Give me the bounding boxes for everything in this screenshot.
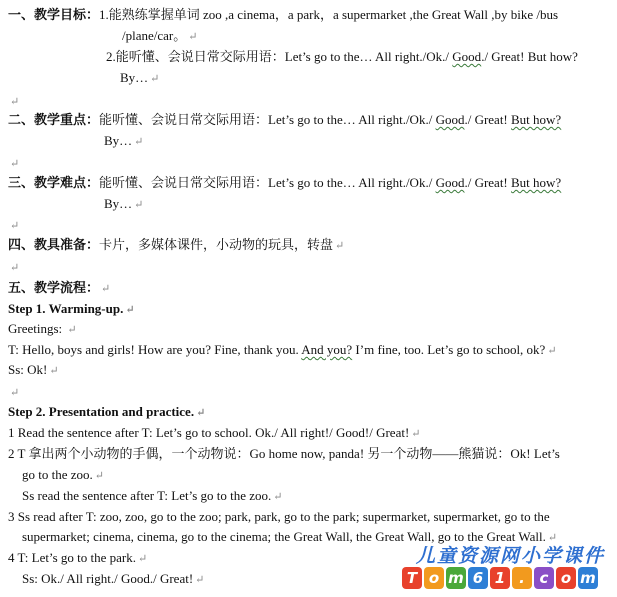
ss-ok-line [8,361,59,380]
section3-good: Good [435,175,465,190]
watermark-logo-letter: o [424,567,444,589]
watermark-logo-letter: 6 [468,567,488,589]
paragraph-mark: ↵ [273,491,283,503]
section1-item1a: 1.能熟练掌握单词 zoo ,a cinema，a park，a supermarket ,the Great Wall ,by bike /bus [99,7,559,22]
paragraph-mark: ↵ [10,220,20,232]
greetings-line [8,320,77,339]
practice-item-3a-text: 3 Ss read after T: zoo, zoo, go to the zoo; park, park, go to the park; supermarket, supermarket, go to the [8,509,550,524]
section5-heading-line [8,279,110,298]
section2-line1-pre: 能听懂、会说日常交际用语：Let’s go to the… All right./Ok./ [99,112,436,127]
practice-item-2a [8,445,560,463]
teacher-greeting-line [8,341,557,360]
paragraph-mark: ↵ [411,428,421,440]
section3-but-how: But how? [511,175,562,190]
teacher-greeting-and-you: And you? [301,342,353,357]
paragraph-mark: ↵ [547,345,557,357]
paragraph-mark: ↵ [101,283,111,295]
section1-good: Good [452,49,482,64]
section1-item2a-post: ./ Great! But how? [481,49,578,64]
watermark-logo-letter: m [578,567,598,589]
section2-line1 [8,111,561,129]
practice-item-2b-text: go to the zoo. [22,467,93,482]
section4-text: 卡片，多媒体课件，小动物的玩具，转盘 [99,237,334,252]
practice-item-1 [8,424,421,443]
teacher-greeting-post: I’m fine, too. Let’s go to school, ok? [352,342,546,357]
section3-by: By… [104,196,133,211]
practice-item-1-text: 1 Read the sentence after T: Let’s go to school. Ok./ All right!/ Good!/ Great! [8,425,410,440]
watermark-logo-letter: c [534,567,554,589]
paragraph-mark: ↵ [134,199,144,211]
practice-item-3a [8,508,550,526]
section1-item2a: 2.能听懂、会说日常交际用语：Let’s go to the… All right./Ok./ [106,49,453,64]
watermark-logo-letter: m [446,567,466,589]
practice-item-4a-text: 4 T: Let’s go to the park. [8,550,137,565]
section1-item2b: By… [120,70,149,85]
teacher-greeting-pre: T: Hello, boys and girls! How are you? Fine, thank you. [8,342,302,357]
watermark-logo-letter: 1 [490,567,510,589]
section3-line1-pre: 能听懂、会说日常交际用语：Let’s go to the… All right./Ok./ [99,175,436,190]
section5-heading: 五、教学流程： [8,280,100,295]
section1-item1b: /plane/car。 [122,28,187,43]
section2-line1-mid: ./ Great! [464,112,512,127]
practice-item-4a [8,549,147,568]
paragraph-mark: ↵ [10,158,20,170]
section2-but-how: But how? [511,112,562,127]
paragraph-mark: ↵ [94,470,104,482]
paragraph-mark: ↵ [335,240,345,252]
step1-line [8,300,135,319]
section2-heading: 二、教学重点： [8,112,100,127]
section1-heading: 一、教学目标： [8,7,100,22]
practice-item-2a-text: 2 T 拿出两个小动物的手偶，一个动物说：Go home now, panda! 另一个动物——熊猫说：Ok! Let’s [8,446,560,461]
practice-item-2b [22,466,104,485]
section1-line2 [122,27,197,46]
step2-title: Step 2. Presentation and practice. [8,404,195,419]
empty-paragraph [8,216,19,235]
empty-paragraph [8,92,19,111]
section1-line4 [120,69,159,88]
practice-item-2c-text: Ss read the sentence after T: Let’s go to the zoo. [22,488,272,503]
paragraph-mark: ↵ [547,532,558,544]
practice-item-4b [22,570,204,589]
section3-heading: 三、教学难点： [8,175,100,190]
practice-item-4b-text: Ss: Ok./ All right./ Good./ Great! [22,571,194,586]
watermark-logo [402,567,598,591]
paragraph-mark: ↵ [138,553,148,565]
section3-line1-mid: ./ Great! [464,175,512,190]
empty-paragraph [8,383,19,402]
paragraph-mark: ↵ [150,73,160,85]
paragraph-mark: ↵ [49,365,59,377]
watermark-logo-letter: o [556,567,576,589]
paragraph-mark: ↵ [10,262,20,274]
paragraph-mark: ↵ [188,31,198,43]
empty-paragraph [8,258,19,277]
section2-line2 [104,132,143,151]
paragraph-mark: ↵ [195,574,205,586]
watermark-logo-letter: . [512,567,532,589]
paragraph-mark: ↵ [134,136,144,148]
empty-paragraph [8,154,19,173]
paragraph-mark: ↵ [10,387,20,399]
section1-line3 [106,48,578,66]
paragraph-mark: ↵ [125,304,135,316]
step1-title: Step 1. Warming-up. [8,301,124,316]
watermark-title: 儿童资源网小学课件 [415,545,605,567]
section3-line1 [8,174,561,192]
ss-ok-text: Ss: Ok! [8,362,48,377]
section2-good: Good [435,112,465,127]
paragraph-mark: ↵ [67,324,77,336]
step2-line [8,403,205,422]
practice-item-3b-text: supermarket; cinema, cinema, go to the cinema; the Great Wall, the Great Wall, go to the Great Wall. [22,529,546,544]
paragraph-mark: ↵ [196,407,206,419]
site-watermark [398,541,613,593]
section2-by: By… [104,133,133,148]
paragraph-mark: ↵ [10,96,20,108]
watermark-logo-letter: T [402,567,422,589]
section1-line1 [8,6,558,24]
greetings-text: Greetings: [8,321,66,336]
section4-line [8,236,344,255]
practice-item-2c [22,487,283,506]
section3-line2 [104,195,143,214]
section4-heading: 四、教具准备： [8,237,100,252]
